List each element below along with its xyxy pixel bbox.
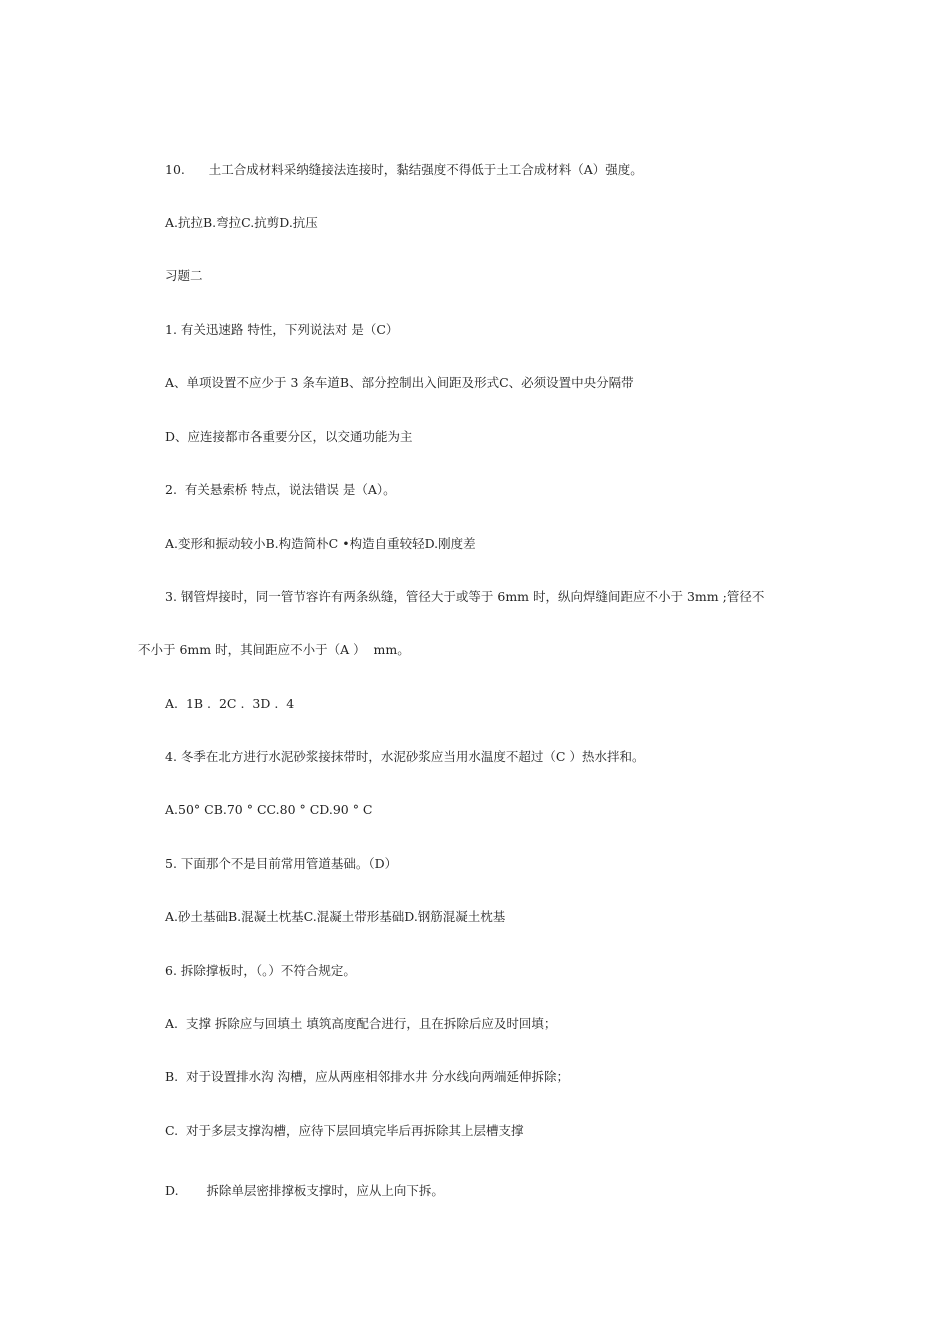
question-3: 3. 钢管焊接时，同一管节容许有两条纵缝，管径大于或等于 6mm 时，纵向焊缝间距应不小于 3mm ;管径不 [165,589,765,604]
question-3-options: A. 1B . 2C . 3D . 4 [165,696,295,711]
question-6: 6. 拆除撑板时，（。）不符合规定。 [165,963,356,978]
question-10: 10. 土工合成材料采纳缝接法连接时，黏结强度不得低于土工合成材料（A）强度。 [165,162,643,177]
question-10-options: A.抗拉B.弯拉C.抗剪D.抗压 [165,215,318,230]
question-2-options: A.变形和振动较小B.构造简朴C •构造自重较轻D.刚度差 [165,536,476,551]
question-4-options: A.50° CB.70 ° CC.80 ° CD.90 ° C [165,802,373,817]
question-1-option-d: D、应连接都市各重要分区，以交通功能为主 [165,429,413,444]
question-6-option-d: D. 拆除单层密排撑板支撑时，应从上向下拆。 [165,1183,444,1198]
question-6-option-c: C. 对于多层支撑沟槽，应待下层回填完毕后再拆除其上层槽支撑 [165,1123,524,1138]
question-1-options-abc: A、单项设置不应少于 3 条车道B、部分控制出入间距及形式C、必须设置中央分隔带 [165,375,634,390]
question-5: 5. 下面那个不是目前常用管道基础。（D） [165,856,398,871]
question-6-option-b: B. 对于设置排水沟 沟槽，应从两座相邻排水井 分水线向两端延伸拆除； [165,1069,570,1084]
question-4: 4. 冬季在北方进行水泥砂浆接抹带时，水泥砂浆应当用水温度不超过（C ）热水拌和。 [165,749,645,764]
question-3-continued: 不小于 6mm 时，其间距应不小于（A ） mm。 [138,642,410,657]
question-2: 2. 有关悬索桥 特点，说法错误 是（A）。 [165,482,396,497]
section-heading: 习题二 [165,268,203,283]
question-5-options: A.砂土基础B.混凝土枕基C.混凝土带形基础D.钢筋混凝土枕基 [165,909,506,924]
question-6-option-a: A. 支撑 拆除应与回填土 填筑高度配合进行，且在拆除后应及时回填； [165,1016,557,1031]
question-1: 1. 有关迅速路 特性，下列说法对 是（C） [165,322,399,337]
